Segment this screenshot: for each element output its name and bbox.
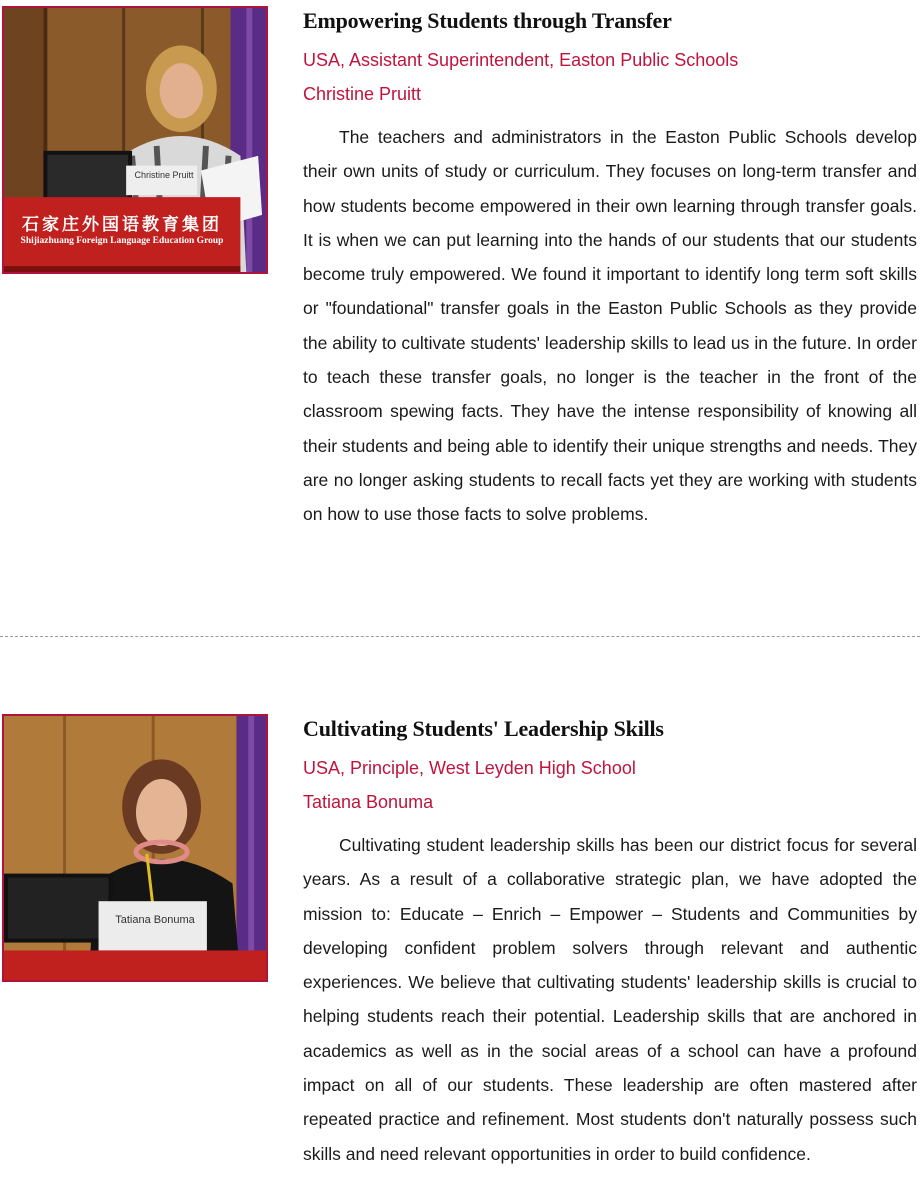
- article-text: [303, 0, 917, 532]
- speaker-photo-christine-pruitt: [2, 6, 268, 274]
- speaker-name: Tatiana Bonuma: [303, 792, 434, 812]
- article-title: Empowering Students through Transfer: [303, 8, 672, 33]
- speaker-role: USA, Principle, West Leyden High School: [303, 758, 636, 778]
- speaker-role: USA, Assistant Superintendent, Easton Public Schools: [303, 50, 739, 70]
- photo-nameplate: Christine Pruitt: [134, 170, 194, 180]
- photo-banner-chinese: 石家庄外国语教育集团: [22, 215, 222, 235]
- article-body: The teachers and administrators in the Easton Public Schools develop their own units of study or curriculum. They focuses on long-term transfer and how students become empowered in their own learning through transfer goals. It is when we can put learning into the hands of our students that our students become truly empowered. We found it important to identify long term soft skills or "foundational" transfer goals in the Easton Public Schools as they provide the ability to cultivate students' leadership skills to lead us in the future. In order to teach these transfer goals, no longer is the teacher in the front of the classroom spewing facts. They have the intense responsibility of knowing all their students and being able to identify their unique strengths and needs. They are no longer asking students to recall facts yet they are working with students on how to use those facts to solve problems.: [303, 127, 917, 525]
- photo-banner-english: Shijiazhuang Foreign Language Education Group: [20, 236, 224, 246]
- article-body: Cultivating student leadership skills has been our district focus for several years. As a result of a collaborative strategic plan, we have adopted the mission to: Educate – Enrich – Empower – Students and Communities by developing confident problem solvers through relevant and authentic experiences. We believe that cultivating students' leadership skills is crucial to helping students reach their potential. Leadership skills that are anchored in academics as well as in the social areas of a school can have a profound impact on all of our students. These leadership are often mastered after repeated practice and refinement. Most students don't naturally possess such skills and need relevant opportunities in order to build confidence.: [303, 835, 917, 1164]
- speaker-photo-image: [4, 716, 266, 980]
- article-title: Cultivating Students' Leadership Skills: [303, 716, 664, 741]
- speaker-name: Christine Pruitt: [303, 84, 422, 104]
- section-divider: [0, 636, 920, 637]
- photo-nameplate: Tatiana Bonuma: [115, 914, 195, 926]
- article-text: [303, 708, 917, 1171]
- speaker-photo-tatiana-bonuma: [2, 714, 268, 982]
